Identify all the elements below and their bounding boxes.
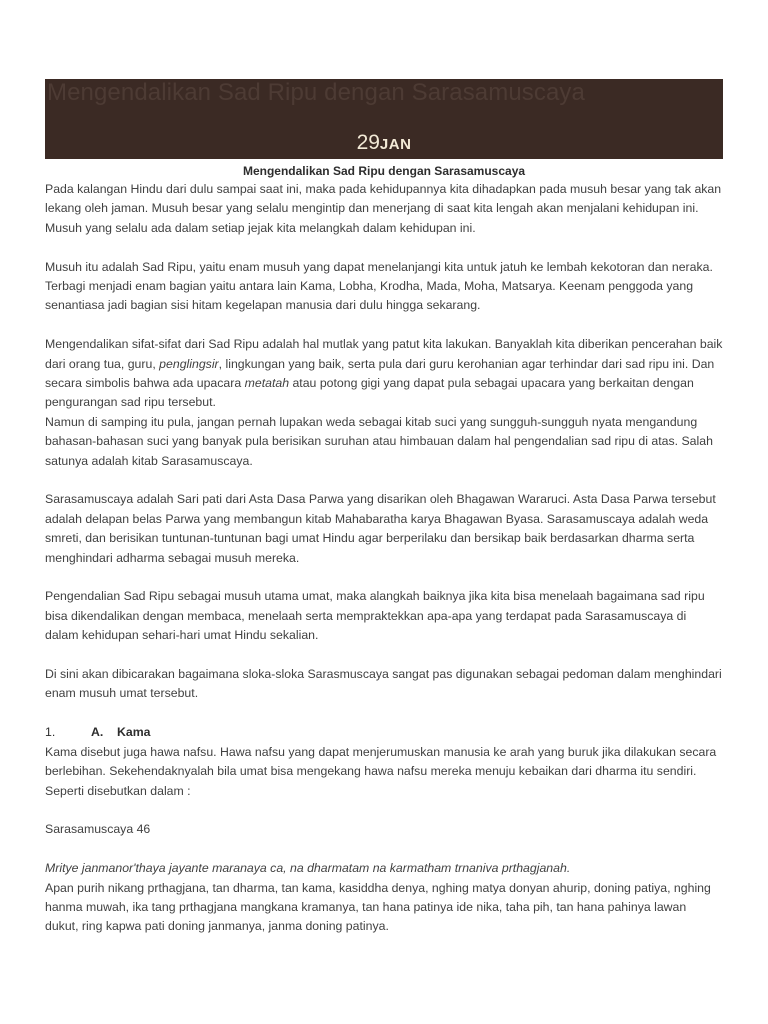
post-title: Mengendalikan Sad Ripu dengan Sarasamuscaya <box>242 164 526 178</box>
blog-header <box>45 79 723 159</box>
date-day: 29 <box>356 131 380 154</box>
paragraph-pengendalian: Pengendalian Sad Ripu sebagai musuh utama umat, maka alangkah baiknya jika kita bisa menelaah bagaimana sad ripu bisa dikendalikan dengan membaca, menelaah serta mempraktekkan apa-apa yang terdapat pada Sarasamuscaya di dalam kehidupan sehari-hari umat Hindu sekalian. <box>45 589 705 643</box>
post-body <box>45 163 723 937</box>
list-number: 1. <box>45 725 56 740</box>
sloka-text <box>45 859 723 878</box>
term-penglingsir: penglingsir <box>159 356 219 371</box>
date-month: JAN <box>379 136 412 153</box>
paragraph-sloka-intro: Di sini akan dibicarakan bagaimana sloka-sloka Sarasmuscaya sangat pas digunakan sebagai pedoman dalam menghindari enam musuh umat tersebut. <box>45 667 722 701</box>
paragraph-sad-ripu: Musuh itu adalah Sad Ripu, yaitu enam musuh yang dapat menelanjangi kita untuk jatuh ke lembah kekotoran dan neraka. Terbagi menjadi enam bagian yaitu antara lain Kama, Lobha, Krodha, Mada, Moha, Matsarya. Keenam penggoda yang senantiasa jadi bagian sisi hitam kegelapan manusia dari dulu hingga sekarang. <box>45 259 713 313</box>
post-date <box>45 131 723 155</box>
term-metatah: metatah <box>244 376 290 391</box>
list-title: Kama <box>117 725 151 740</box>
paragraph-sarasamuscaya: Sarasamuscaya adalah Sari pati dari Asta Dasa Parwa yang disarikan oleh Bhagawan Wararuci. Asta Dasa Parwa tersebut adalah delapan belas Parwa yang membangun kitab Mahabaratha karya Bhagawan Byasa. Sarasamuscaya adalah weda smreti, dan berisikan tuntunan-tuntunan bagi umat Hindu agar berperilaku dan bersikap baik berdasarkan dharma serta menghindari adharma sebagai musuh mereka. <box>45 492 716 565</box>
paragraph-control-text-c: atau potong gigi yang dapat pula sebagai upacara yang berkaitan dengan pengurangan sad ripu tersebut. <box>45 376 694 410</box>
sloka-italic: Mritye janmanor'thaya jayante maranaya ca, na dharmatam na karmatham trnaniva prthagjanah. <box>45 861 571 876</box>
paragraph-intro: Pada kalangan Hindu dari dulu sampai saat ini, maka pada kehidupannya kita dihadapkan pada musuh besar yang tak akan lekang oleh jaman. Musuh besar yang selalu mengintip dan menerjang di saat kita lengah akan menjalani kehidupan ini. Musuh yang selalu ada dalam setiap jejak kita melangkah dalam kehidupan ini. <box>45 182 722 235</box>
verse-reference: Sarasamuscaya 46 <box>45 822 151 837</box>
paragraph-control-text-a: Mengendalikan sifat-sifat dari Sad Ripu adalah hal mutlak yang patut kita lakukan. Banyaklah kita diberikan pencerahan baik dari orang tua, guru, <box>45 337 723 371</box>
list-heading-kama <box>45 723 723 742</box>
paragraph-translation: Apan purih nikang prthagjana, tan dharma, tan kama, kasiddha denya, nghing matya donyan ahurip, doning patiya, nghing hanma muwah, ika tang prthagjana mangkana kramanya, tan hana patinya ide nika, taha pih, tan hana pahinya lawan dukut, ring kapwa pati doning janmanya, janma doning patinya. <box>45 880 711 934</box>
paragraph-control-text-b: , lingkungan yang baik, serta pula dari guru kerohanian agar terhindar dari sad ripu ini. Dan secara simbolis bahwa ada upacara <box>45 356 715 391</box>
paragraph-kama: Kama disebut juga hawa nafsu. Hawa nafsu yang dapat menjerumuskan manusia ke arah yang buruk jika dilakukan secara berlebihan. Sekehendaknyalah bila umat bisa mengekang hawa nafsu mereka menuju kebaikan dari dharma itu sendiri. Seperti disebutkan dalam : <box>45 744 717 798</box>
paragraph-control <box>45 335 723 413</box>
blog-title[interactable]: Mengendalikan Sad Ripu dengan Sarasamuscaya <box>47 79 585 106</box>
list-letter: A. <box>91 725 104 740</box>
paragraph-weda: Namun di samping itu pula, jangan pernah lupakan weda sebagai kitab suci yang sungguh-sungguh nyata mengandung bahasan-bahasan suci yang banyak pula berisikan suruhan atau himbauan dalam hal pengendalian sad ripu di atas. Salah satunya adalah kitab Sarasamuscaya. <box>45 414 713 468</box>
